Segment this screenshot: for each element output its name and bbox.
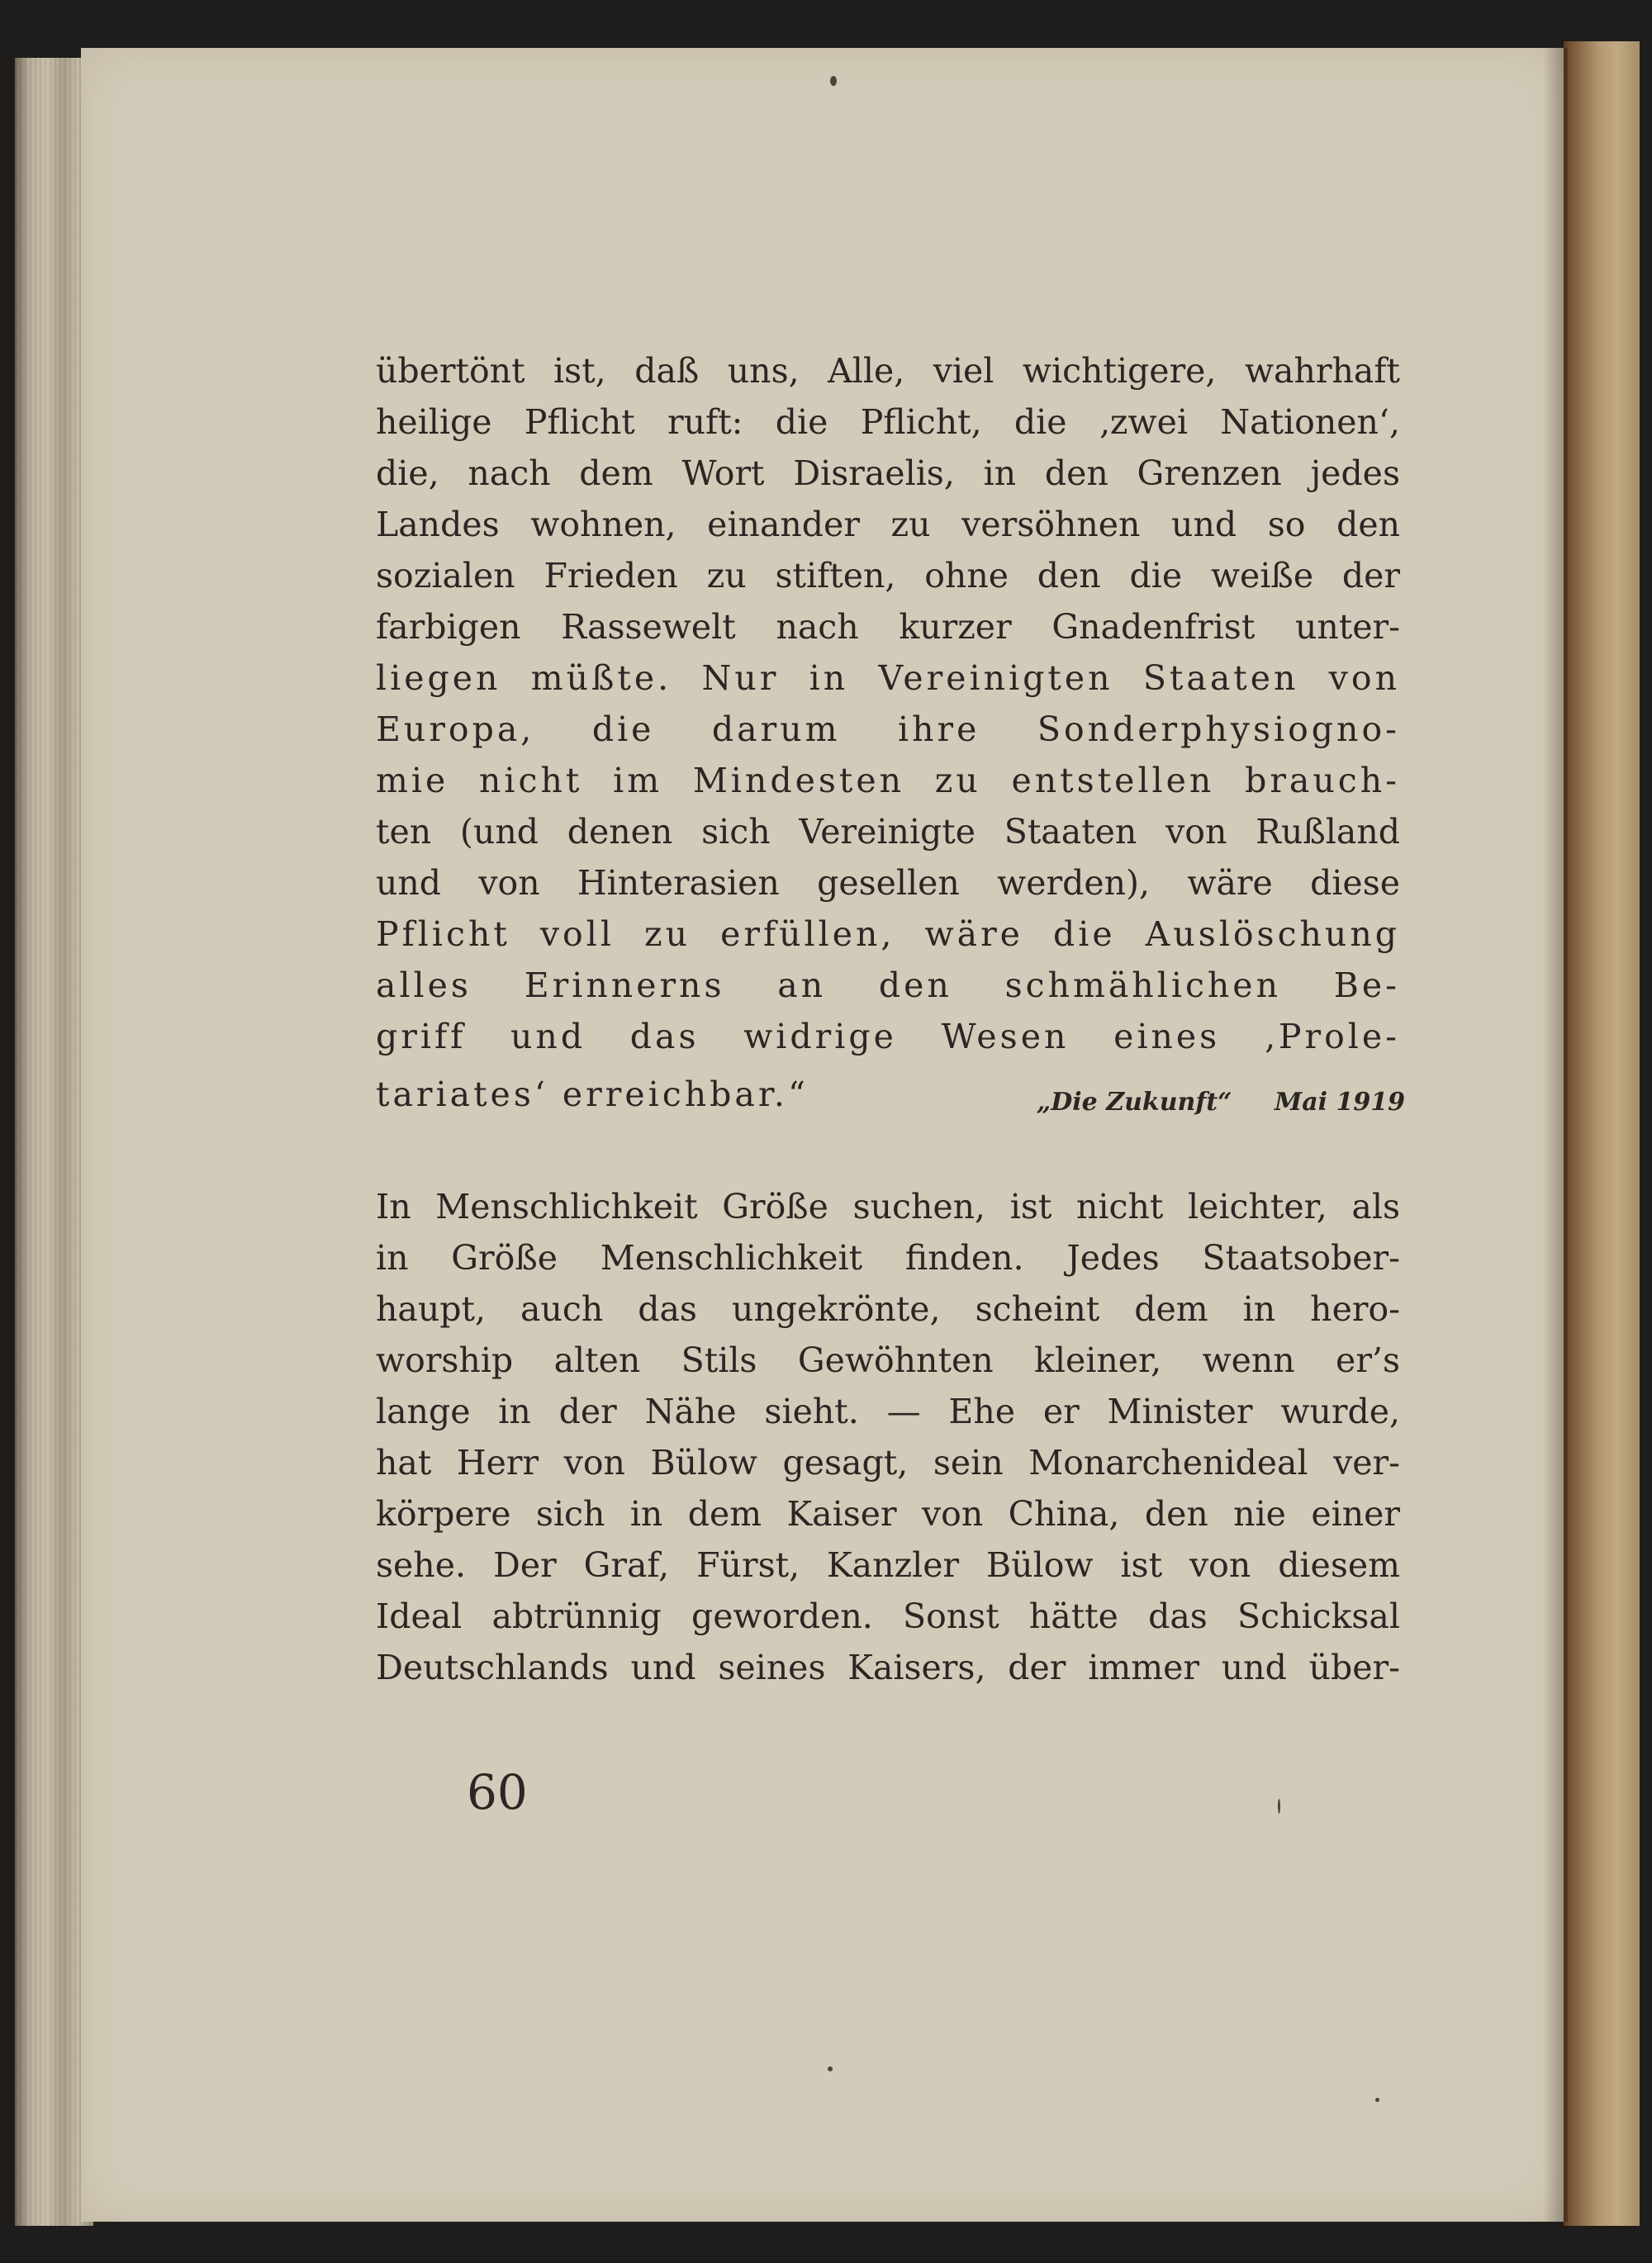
text-line: Europa, die darum ihre Sonderphysiogno- [376, 709, 1400, 749]
text-line: übertönt ist, daß uns, Alle, viel wichtigere, wahrhaft [376, 351, 1400, 391]
text-line: griff und das widrige Wesen eines ‚Prole- [376, 1017, 1400, 1056]
text-line: Ideal abtrünnig geworden. Sonst hätte das Schicksal [376, 1596, 1400, 1636]
text-line: Deutschlands und seines Kaisers, der immer und über- [376, 1648, 1400, 1687]
paper-speck [1278, 1799, 1280, 1814]
paragraph-2 [376, 1181, 1400, 1693]
text-line: haupt, auch das ungekrönte, scheint dem in hero- [376, 1289, 1400, 1329]
text-line: körpere sich in dem Kaiser von China, den nie einer [376, 1494, 1400, 1534]
text-line: Pflicht voll zu erfüllen, wäre die Auslöschung [376, 914, 1400, 954]
text-line: worship alten Stils Gewöhnten kleiner, wenn er’s [376, 1340, 1400, 1380]
text-line: und von Hinterasien gesellen werden), wäre diese [376, 863, 1400, 903]
text-line: liegen müßte. Nur in Vereinigten Staaten von [376, 658, 1400, 698]
gutter-shadow [1543, 48, 1568, 2222]
paper-speck [830, 76, 837, 86]
text-line: heilige Pflicht ruft: die Pflicht, die ‚zwei Nationen‘, [376, 402, 1400, 442]
paper-speck [1375, 2098, 1379, 2102]
text-line: sozialen Frieden zu stiften, ohne den die weiße der [376, 556, 1400, 595]
source-publication: „Die Zukunft“ [1037, 1088, 1232, 1117]
page-number: 60 [467, 1764, 528, 1820]
text-line: farbigen Rassewelt nach kurzer Gnadenfrist unter- [376, 607, 1400, 647]
text-line: ten (und denen sich Vereinigte Staaten von Rußland [376, 812, 1400, 852]
text-line: lange in der Nähe sieht. — Ehe er Minister wurde, [376, 1392, 1400, 1431]
text-line: hat Herr von Bülow gesagt, sein Monarchenideal ver- [376, 1443, 1400, 1483]
text-line: sehe. Der Graf, Fürst, Kanzler Bülow ist von diesem [376, 1545, 1400, 1585]
quote-end-line [376, 1069, 1405, 1120]
text-line: tariates‘ erreichbar.“ [376, 1075, 809, 1114]
text-line: Landes wohnen, einander zu versöhnen und so den [376, 505, 1400, 544]
paper-speck [828, 2066, 833, 2071]
text-line: in Größe Menschlichkeit finden. Jedes Staatsober- [376, 1238, 1400, 1278]
text-line: alles Erinnerns an den schmählichen Be- [376, 965, 1400, 1005]
text-line: die, nach dem Wort Disraelis, in den Grenzen jedes [376, 453, 1400, 493]
paragraph-1 [376, 345, 1400, 1062]
text-line: In Menschlichkeit Größe suchen, ist nicht leichter, als [376, 1187, 1400, 1226]
adjacent-page-edge [1564, 41, 1640, 2226]
source-date: Mai 1919 [1275, 1088, 1405, 1117]
text-line: mie nicht im Mindesten zu entstellen brauch- [376, 761, 1400, 800]
